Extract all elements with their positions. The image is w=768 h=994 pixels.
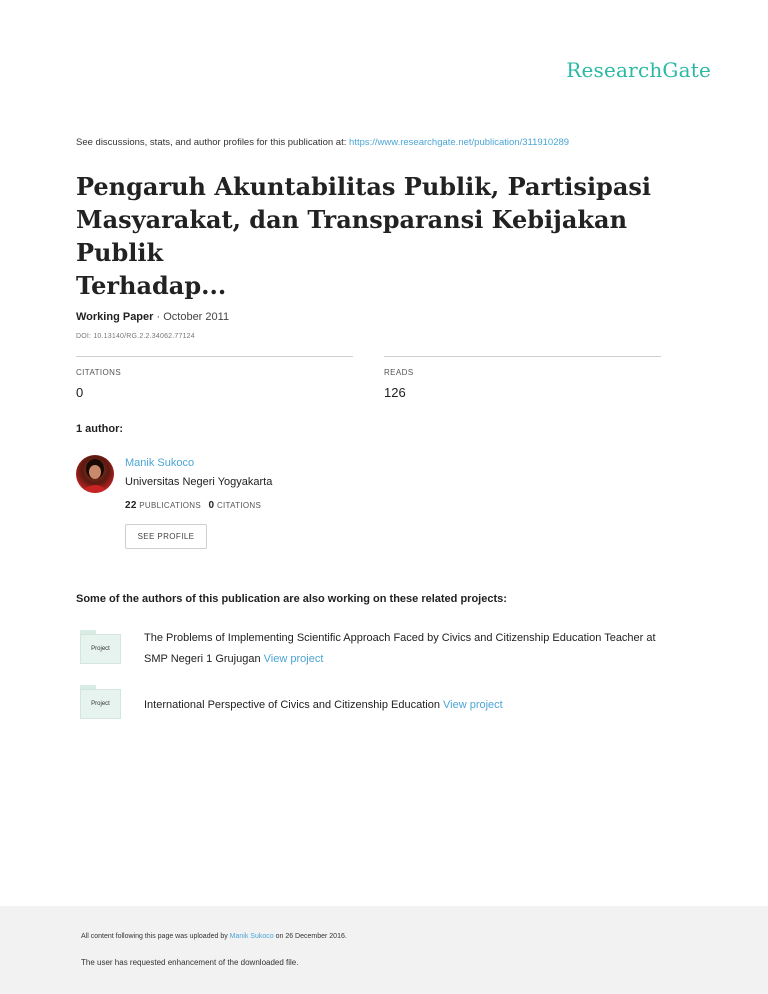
author-publications-count: 22 — [125, 500, 137, 511]
upload-prefix: All content following this page was uploaded by — [81, 933, 228, 940]
project-folder-icon[interactable] — [80, 630, 121, 664]
citations-label: CITATIONS — [76, 368, 122, 377]
upload-notice — [81, 933, 347, 940]
publication-doi: DOI: 10.13140/RG.2.2.34062.77124 — [76, 333, 195, 340]
uploader-link[interactable]: Manik Sukoco — [229, 933, 274, 940]
folder-body — [80, 634, 121, 664]
publication-date: · October 2011 — [156, 311, 230, 323]
author-stats — [125, 500, 261, 511]
upload-suffix: on 26 December 2016. — [275, 933, 347, 940]
title-line: Masyarakat, dan Transparansi Kebijakan Publik — [76, 205, 628, 267]
see-profile-button[interactable]: SEE PROFILE — [125, 524, 207, 549]
author-publications-label: PUBLICATIONS — [139, 501, 201, 510]
author-name-link[interactable]: Manik Sukoco — [125, 457, 195, 469]
author-citations-count: 0 — [208, 500, 215, 511]
view-project-link[interactable]: View project — [443, 699, 503, 711]
view-project-link[interactable]: View project — [263, 653, 324, 665]
discussion-line — [76, 137, 569, 148]
reads-value: 126 — [384, 385, 406, 400]
title-line: Terhadap... — [76, 271, 227, 300]
author-avatar[interactable] — [76, 455, 114, 493]
author-citations-label: CITATIONS — [216, 501, 262, 510]
project-icon-label: Project — [91, 646, 110, 652]
citations-divider — [76, 356, 353, 357]
project-title-continued: SMP Negeri 1 Grujugan — [144, 653, 261, 665]
reads-label: READS — [384, 368, 414, 377]
discussion-text: See discussions, stats, and author profiles for this publication at: — [76, 137, 347, 148]
enhancement-note: The user has requested enhancement of the downloaded file. — [81, 958, 299, 967]
projects-heading: Some of the authors of this publication are also working on these related projects: — [76, 593, 507, 605]
project-title: International Perspective of Civics and Citizenship Education — [144, 699, 440, 711]
folder-body — [80, 689, 121, 719]
avatar-photo-icon — [76, 455, 114, 493]
project-item — [144, 628, 714, 670]
publication-title — [76, 170, 716, 302]
researchgate-logo[interactable]: ResearchGate — [566, 58, 711, 82]
publication-url-link[interactable]: https://www.researchgate.net/publication/311910289 — [349, 137, 570, 148]
project-item — [144, 695, 714, 716]
project-folder-icon[interactable] — [80, 685, 121, 719]
author-institution: Universitas Negeri Yogyakarta — [125, 476, 273, 488]
reads-divider — [384, 356, 661, 357]
authors-heading: 1 author: — [76, 423, 124, 435]
citations-value: 0 — [76, 385, 84, 400]
publication-type: Working Paper — [76, 311, 154, 323]
project-icon-label: Project — [91, 701, 110, 707]
project-title: The Problems of Implementing Scientific Approach Faced by Civics and Citizenship Education Teacher at — [144, 632, 656, 644]
page-footer — [0, 906, 768, 994]
publication-meta — [76, 311, 229, 323]
title-line: Pengaruh Akuntabilitas Publik, Partisipasi — [76, 172, 652, 201]
